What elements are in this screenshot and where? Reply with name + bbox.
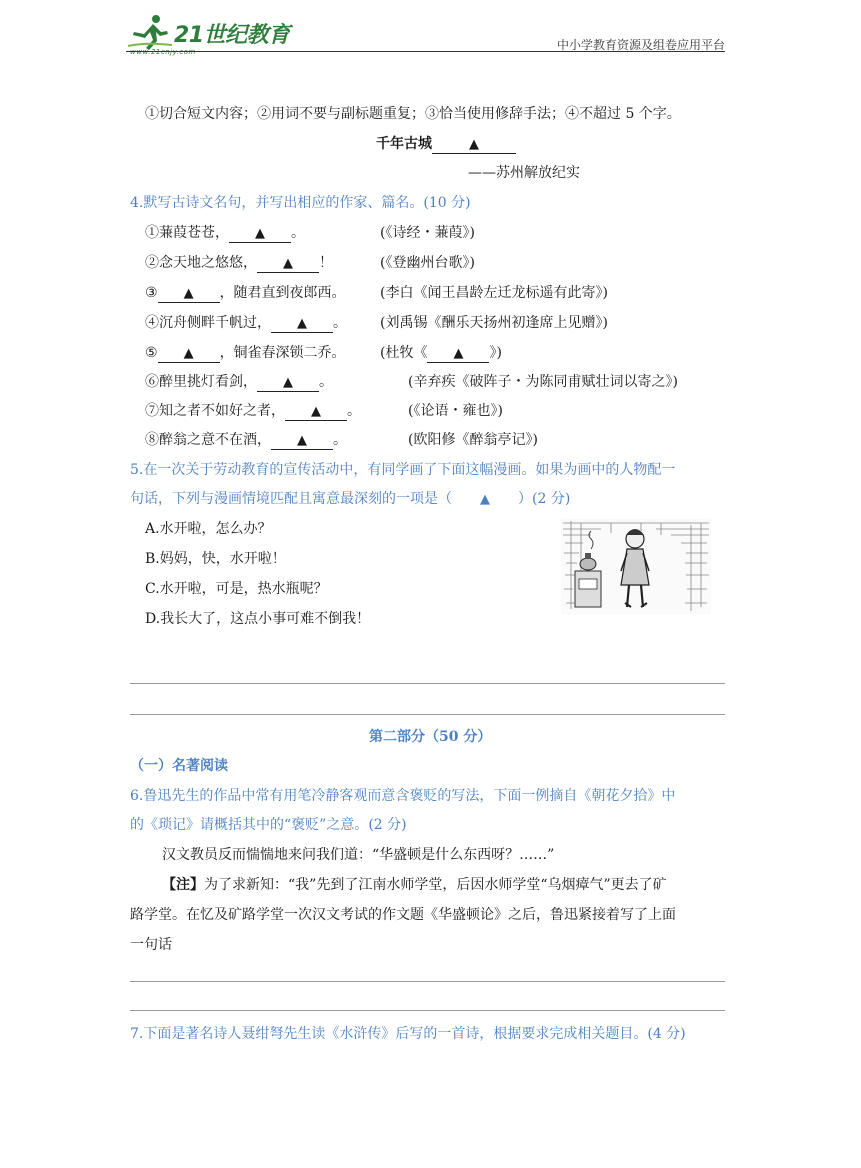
q4-heading: 4.默写古诗文名句，并写出相应的作家、篇名。(10 分) [130, 195, 471, 211]
answer-line [130, 1010, 725, 1011]
q5-option-b: B.妈妈，快，水开啦！ [145, 551, 286, 567]
q3-requirements: ①切合短文内容；②用词不要与副标题重复；③恰当使用修辞手法；④不超过 5 个字。 [145, 106, 681, 122]
q6-note-line3: 一句话 [130, 937, 172, 953]
q4-item-text: ，铜雀春深锁二乔。 [219, 345, 346, 361]
header-divider [126, 51, 725, 52]
q4-source-8: (欧阳修《醉翁亭记》) [408, 432, 538, 448]
answer-blank [257, 255, 319, 273]
blank-triangle-icon: ▲ [283, 375, 293, 390]
q4-item-3 [145, 283, 346, 303]
answer-blank [427, 345, 489, 363]
q4-item-text: 。 [333, 432, 347, 448]
q6-quote: 汉文教员反而惴惴地来问我们道：“华盛顿是什么东西呀？……” [162, 847, 555, 863]
q4-source-text: (杜牧《 [380, 345, 428, 361]
q3-subtitle: ——苏州解放纪实 [468, 165, 580, 181]
q4-source-6: (辛弃疾《破阵子・为陈同甫赋壮词以寄之》) [408, 374, 678, 390]
q4-item-text: ⑤ [145, 345, 158, 361]
q3-title-prefix: 千年古城 [376, 136, 432, 152]
q4-item-1 [145, 223, 305, 243]
q4-item-7 [145, 401, 361, 421]
answer-blank [271, 315, 333, 333]
q4-item-5 [145, 343, 346, 363]
section-heading: （一）名著阅读 [130, 758, 228, 774]
q4-item-text: ④沉舟侧畔千帆过， [145, 315, 271, 331]
q7-stem-line1: 7.下面是著名诗人聂绀弩先生读《水浒传》后写的一首诗，根据要求完成相关题目。(4 分) [130, 1026, 686, 1042]
blank-triangle-icon: ▲ [469, 137, 479, 152]
q4-source-4: (刘禹锡《酬乐天扬州初逢席上见赠》) [380, 315, 608, 331]
q4-item-2 [145, 253, 333, 273]
blank-triangle-icon: ▲ [297, 433, 307, 448]
q6-note-line2: 路学堂。在忆及矿路学堂一次汉文考试的作文题《华盛顿论》之后，鲁迅紧接着写了上面 [130, 907, 676, 923]
q4-item-text: ！ [319, 255, 333, 271]
answer-blank [285, 403, 347, 421]
q4-item-6 [145, 372, 333, 392]
site-logo [126, 12, 296, 56]
blank-triangle-icon: ▲ [311, 404, 321, 419]
q4-source-1: (《诗经・蒹葭》) [380, 225, 475, 241]
answer-line [130, 714, 725, 715]
blank-triangle-icon: ▲ [183, 346, 194, 361]
q4-item-4 [145, 313, 347, 333]
q4-item-text: 。 [319, 374, 333, 390]
q5-option-c: C.水开啦，可是，热水瓶呢？ [145, 581, 328, 597]
q4-source-7: (《论语・雍也》) [408, 403, 503, 419]
answer-blank [257, 374, 319, 392]
q4-item-text: ⑥醉里挑灯看剑， [145, 374, 257, 390]
logo-title: 21世纪教育 [174, 23, 290, 48]
q4-source-3: (李白《闻王昌龄左迁龙标遥有此寄》) [380, 285, 608, 301]
q4-item-text: ⑧醉翁之意不在酒， [145, 432, 271, 448]
blank-triangle-icon: ▲ [183, 286, 194, 301]
q4-item-text: 。 [347, 403, 361, 419]
q4-item-text: ，随君直到夜郎西。 [219, 285, 346, 301]
q4-item-8 [145, 430, 347, 450]
q4-item-text: ⑦知之者不如好之者， [145, 403, 285, 419]
q5-option-a: A.水开啦，怎么办？ [145, 521, 272, 537]
q4-item-text: 。 [333, 315, 347, 331]
runner-logo-icon [126, 12, 174, 52]
answer-blank [158, 285, 220, 303]
q6-stem-line2: 的《琐记》请概括其中的“褒贬”之意。(2 分) [130, 817, 407, 833]
q5-answer-blank [452, 489, 518, 510]
q6-note-line1 [162, 875, 667, 895]
q4-item-text: ③ [145, 285, 158, 301]
site-name: 中小学教育资源及组卷应用平台 [556, 38, 725, 52]
blank-triangle-icon: ▲ [480, 492, 490, 507]
q4-item-text: ①蒹葭苍苍， [145, 225, 229, 241]
q4-item-text: 。 [291, 225, 305, 241]
answer-blank [271, 432, 333, 450]
part2-heading: 第二部分（50 分） [369, 729, 492, 745]
answer-line [130, 981, 725, 982]
blank-triangle-icon: ▲ [283, 256, 293, 271]
cartoon-girl-kettle-image [561, 519, 711, 614]
blank-triangle-icon: ▲ [297, 316, 307, 331]
blank-triangle-icon: ▲ [453, 346, 464, 361]
q4-source-text: 》) [489, 345, 502, 361]
q4-source-5 [380, 343, 502, 363]
q5-option-d: D.我长大了，这点小事可难不倒我！ [145, 611, 371, 627]
answer-blank [158, 345, 220, 363]
q3-title-blank [432, 136, 516, 154]
logo-url: www.21cnjy.com [130, 48, 196, 56]
q4-item-text: ②念天地之悠悠， [145, 255, 257, 271]
note-tag: 【注】 [162, 877, 204, 893]
blank-triangle-icon: ▲ [255, 226, 265, 241]
q4-source-2: (《登幽州台歌》) [380, 255, 475, 271]
answer-line [130, 683, 725, 684]
q5-stem-line2 [130, 489, 570, 510]
q6-note-text: 为了求新知：“我”先到了江南水师学堂，后因水师学堂“乌烟瘴气”更去了矿 [204, 877, 667, 893]
answer-blank [229, 225, 291, 243]
q3-title-line [376, 134, 516, 154]
q5-stem-text: ）(2 分) [518, 491, 571, 507]
q5-stem-line1: 5.在一次关于劳动教育的宣传活动中，有同学画了下面这幅漫画。如果为画中的人物配一 [130, 462, 676, 478]
q6-stem-line1: 6.鲁迅先生的作品中常有用笔冷静客观而意含褒贬的写法，下面一例摘自《朝花夕拾》中 [130, 788, 676, 804]
q5-stem-text: 句话，下列与漫画情境匹配且寓意最深刻的一项是（ [130, 491, 452, 507]
